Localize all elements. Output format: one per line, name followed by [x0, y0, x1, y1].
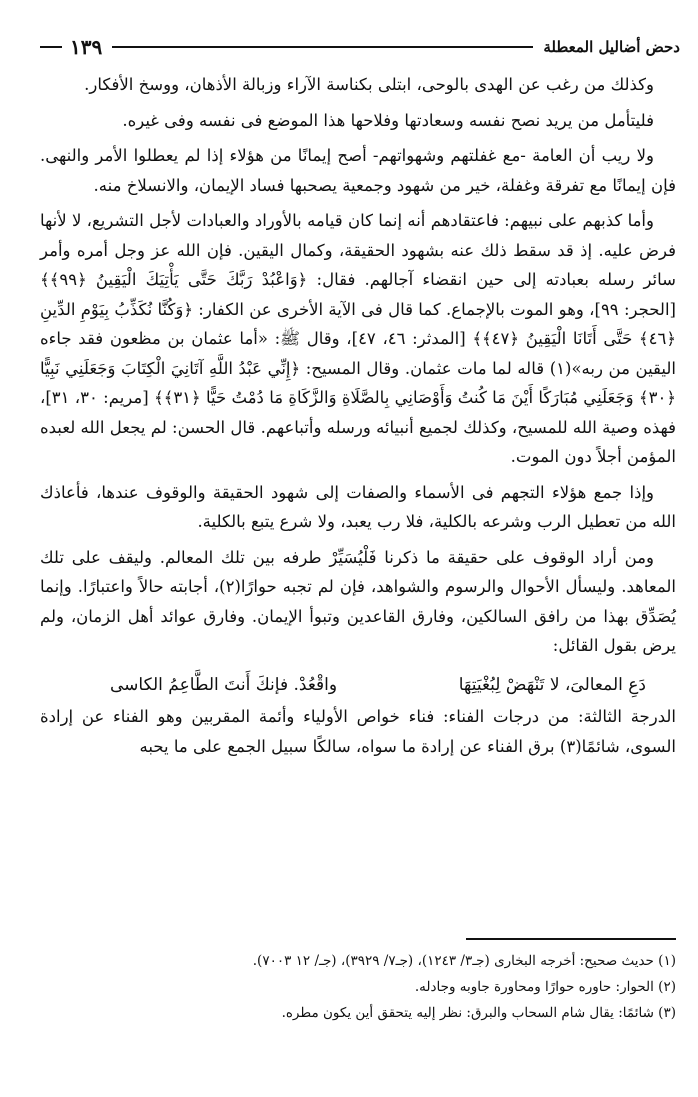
paragraph: ومن أراد الوقوف على حقيقة ما ذكرنا فَلْيُسَيِّرْ طرفه بين تلك المعالم. وليقف على تلك المعاهد. وليسأل الأحوال والرسوم والشواهد، فإن لم تجبه حوارًا(٢)، أجابته حالاً واعتبارًا. وإنما يُصَدِّق بهذا من رافق السالكين، وفارق القاعدين وتبوأ الإيمان. وفارق عوائد أهل الزمان، ولم يرض بقول القائل:	[40, 547, 676, 655]
paragraph: وأما كذبهم على نبيهم: فاعتقادهم أنه إنما كان قيامه بالأوراد والعبادات لأجل التشريع، لا لأنها فرض عليه. إذ قد سقط ذلك عنه بشهود الحقيقة، وكمال اليقين. فإن الله عز وجل أمره وأمر سائر رسله بعبادته إلى حين انقضاء آجالهم. فقال: ﴿وَاعْبُدْ رَبَّكَ حَتَّى يَأْتِيَكَ الْيَقِينُ ﴿٩٩﴾﴾ [الحجر: ٩٩]، وهو الموت بالإجماع. كما قال فى الآية الأخرى عن الكفار: ﴿وَكُنَّا نُكَذِّبُ بِيَوْمِ الدِّينِ ﴿٤٦﴾ حَتَّى أَتَانَا الْيَقِينُ ﴿٤٧﴾﴾ [المدثر: ٤٦، ٤٧]، وقال ﷺ: «أما عثمان بن مظعون فقد جاءه اليقين من ربه»(١) قاله لما مات عثمان. وقال المسيح: ﴿إِنِّي عَبْدُ اللَّهِ آتَانِيَ الْكِتَابَ وَجَعَلَنِي نَبِيًّا ﴿٣٠﴾ وَجَعَلَنِي مُبَارَكًا أَيْنَ مَا كُنتُ وَأَوْصَانِي بِالصَّلَاةِ وَالزَّكَاةِ مَا دُمْتُ حَيًّا ﴿٣١﴾﴾ [مريم: ٣٠، ٣١]، فهذه وصية الله للمسيح، وكذلك لجميع أنبيائه ورسله وأتباعهم. قال الحسن: لم يجعل الله لعبده المؤمن أجلاً دون الموت.	[40, 211, 677, 466]
poetry-verse	[40, 667, 676, 703]
header-dash	[40, 46, 62, 48]
paragraph: ولا ريب أن العامة -مع غفلتهم وشهواتهم- أصح إيمانًا من هؤلاء إذا لم يعطلوا الأمر والنهى. فإن إيمانًا مع تفرقة وغفلة، خير من شهود وجمعية يصحبها فساد الإيمان، والانسلاخ منه.	[40, 146, 676, 195]
body-text	[40, 70, 676, 767]
footnote: (٣) شائمًا: يقال شام السحاب والبرق: نظر إليه يتحقق أين يكون مطره.	[281, 1005, 676, 1021]
paragraph: وإذا جمع هؤلاء التجهم فى الأسماء والصفات إلى شهود الحقيقة والوقوف عندها، فأعاذك الله من تعطيل الرب وشرعه بالكلية، فلا رب يعبد، ولا شرع يتبع بالكلية.	[40, 482, 676, 531]
page-number: ١٣٩	[70, 35, 103, 59]
page-header	[40, 34, 680, 60]
footnote-separator	[466, 938, 676, 940]
paragraph: وكذلك من رغب عن الهدى بالوحى، ابتلى بكناسة الآراء وزبالة الأذهان، ووسخ الأفكار.	[84, 75, 654, 94]
verse-second-hemistich: واقْعُدْ. فإنكَ أَنتَ الطَّاعِمُ الكاسى	[110, 674, 338, 695]
footnote: (٢) الحوار: حاوره حوارًا ومحاورة جاوبه وجادله.	[414, 979, 676, 995]
paragraph: الدرجة الثالثة: من درجات الفناء: فناء خواص الأولياء وأئمة المقربين وهو الفناء عن إرادة السوى، شائمًا(٣) برق الفناء عن إرادة ما سواه، سالكًا سبيل الجمع على ما يحبه	[40, 707, 676, 756]
footnotes	[40, 948, 676, 1026]
header-rule	[112, 46, 533, 48]
verse-first-hemistich: دَعِ المعالىَ، لا تَنْهَضْ لِبُغْيَتِهَا	[458, 674, 646, 695]
paragraph: فليتأمل من يريد نصح نفسه وسعادتها وفلاحها هذا الموضع فى نفسه وفى غيره.	[122, 110, 654, 130]
running-title: دحض أضاليل المعطلة	[543, 38, 680, 56]
footnote: (١) حديث صحيح: أخرجه البخارى (جـ٣/ ١٢٤٣)، (جـ٧/ ٣٩٢٩)، (جـ/ ١٢ ٧٠٠٣).	[252, 953, 676, 969]
